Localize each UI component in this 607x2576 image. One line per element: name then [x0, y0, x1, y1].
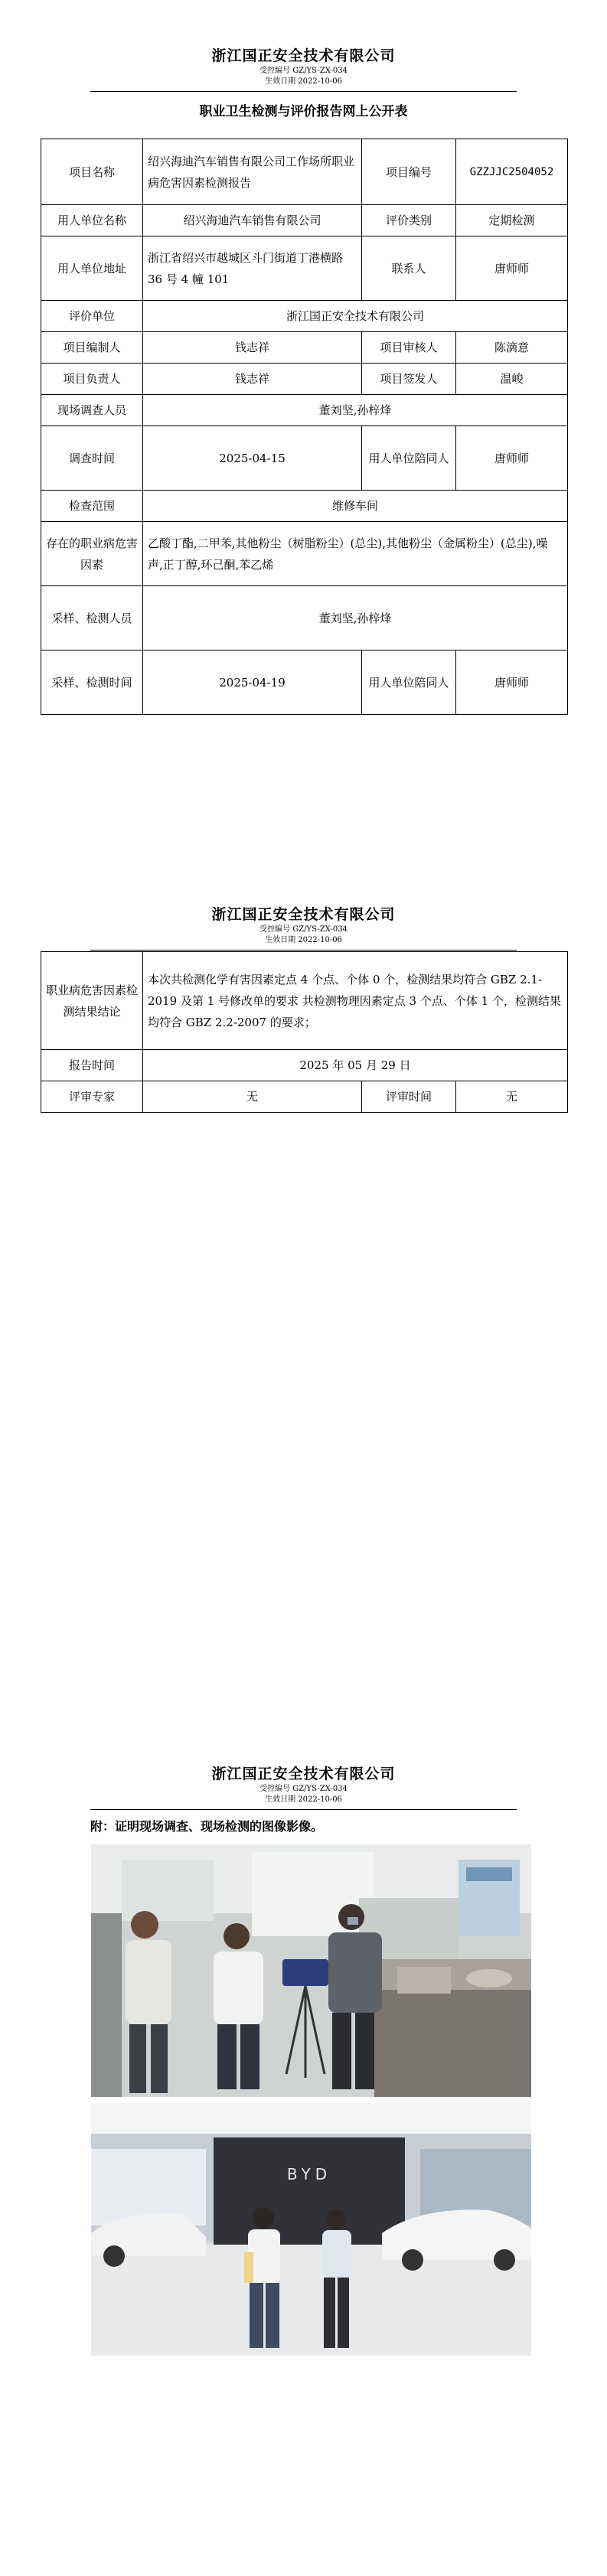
leader-value: 钱志祥 [143, 364, 362, 395]
escort-value: 唐师师 [456, 426, 568, 491]
leader-label: 项目负责人 [41, 364, 143, 395]
address-label: 用人单位地址 [41, 236, 143, 301]
project-no-value: GZZJJC2504052 [456, 139, 568, 205]
report-time-value: 2025 年 05 月 29 日 [143, 1050, 568, 1081]
document-title: 职业卫生检测与评价报告网上公开表 [199, 104, 408, 119]
address-value: 浙江省绍兴市越城区斗门街道丁港横路 36 号 4 幢 101 [143, 236, 362, 301]
investigators-label: 现场调查人员 [41, 395, 143, 426]
review-time-value: 无 [456, 1081, 568, 1113]
review-time-label: 评审时间 [362, 1081, 456, 1113]
reviewer-label: 项目审核人 [362, 332, 456, 364]
showroom-photo [91, 2103, 531, 2356]
control-number-p3: 受控编号 GZ/YS-ZX-034 [259, 1785, 348, 1793]
evaluator-label: 评价单位 [41, 301, 143, 332]
survey-time-value: 2025-04-15 [143, 426, 362, 491]
eval-type-value: 定期检测 [456, 205, 568, 236]
header-rule-p2 [90, 950, 517, 951]
employer-label: 用人单位名称 [41, 205, 143, 236]
effective-date-p2: 生效日期 2022-10-06 [265, 936, 342, 944]
sample-time-label: 采样、检测时间 [41, 651, 143, 715]
compiler-value: 钱志祥 [143, 332, 362, 364]
control-number: 受控编号 GZ/YS-ZX-034 [259, 67, 348, 75]
contact-value: 唐师师 [456, 236, 568, 301]
eval-type-label: 评价类别 [362, 205, 456, 236]
header-rule [90, 91, 517, 92]
escort2-value: 唐师师 [456, 651, 568, 715]
company-name-p2: 浙江国正安全技术有限公司 [211, 906, 396, 923]
report-time-label: 报告时间 [41, 1050, 143, 1081]
compiler-label: 项目编制人 [41, 332, 143, 364]
effective-date: 生效日期 2022-10-06 [265, 77, 342, 86]
samplers-value: 董刘坚,孙梓烽 [143, 586, 568, 651]
project-name-value: 绍兴海迪汽车销售有限公司工作场所职业病危害因素检测报告 [143, 139, 362, 205]
reviewer-value: 陈滴意 [456, 332, 568, 364]
escort2-label: 用人单位陪同人 [362, 651, 456, 715]
header-rule-p3 [90, 1809, 517, 1810]
effective-date-p3: 生效日期 2022-10-06 [265, 1795, 342, 1804]
investigators-value: 董刘坚,孙梓烽 [143, 395, 568, 426]
issuer-value: 温峻 [456, 364, 568, 395]
brand-logo-text: BYD [286, 2165, 332, 2183]
survey-time-label: 调查时间 [41, 426, 143, 491]
contact-label: 联系人 [362, 236, 456, 301]
sample-time-value: 2025-04-19 [143, 651, 362, 715]
employer-value: 绍兴海迪汽车销售有限公司 [143, 205, 362, 236]
conclusion-value: 本次共检测化学有害因素定点 4 个点、个体 0 个，检测结果均符合 GBZ 2.1-2019 及第 1 号修改单的要求 共检测物理因素定点 3 个点、个体 1 个，检测结果均符合 GBZ 2.2-2007 的要求； [143, 952, 568, 1050]
experts-label: 评审专家 [41, 1081, 143, 1113]
scope-label: 检查范围 [41, 491, 143, 522]
experts-value: 无 [143, 1081, 362, 1113]
field-survey-photo [91, 1844, 531, 2097]
company-name-p3: 浙江国正安全技术有限公司 [211, 1766, 396, 1782]
evaluator-value: 浙江国正安全技术有限公司 [143, 301, 568, 332]
project-no-label: 项目编号 [362, 139, 456, 205]
control-number-p2: 受控编号 GZ/YS-ZX-034 [259, 925, 348, 934]
conclusion-table [41, 951, 568, 1113]
disclosure-table [41, 139, 568, 715]
project-name-label: 项目名称 [41, 139, 143, 205]
hazards-label: 存在的职业病危害因素 [41, 522, 143, 586]
attachment-caption: 附：证明现场调查、现场检测的图像影像。 [90, 1819, 324, 1834]
issuer-label: 项目签发人 [362, 364, 456, 395]
samplers-label: 采样、检测人员 [41, 586, 143, 651]
company-name: 浙江国正安全技术有限公司 [211, 47, 396, 64]
conclusion-label: 职业病危害因素检测结果结论 [41, 952, 143, 1050]
escort-label: 用人单位陪同人 [362, 426, 456, 491]
scope-value: 维修车间 [143, 491, 568, 522]
hazards-value: 乙酸丁酯,二甲苯,其他粉尘（树脂粉尘）(总尘),其他粉尘（金属粉尘）(总尘),噪声,正丁醇,环己酮,苯乙烯 [143, 522, 568, 586]
